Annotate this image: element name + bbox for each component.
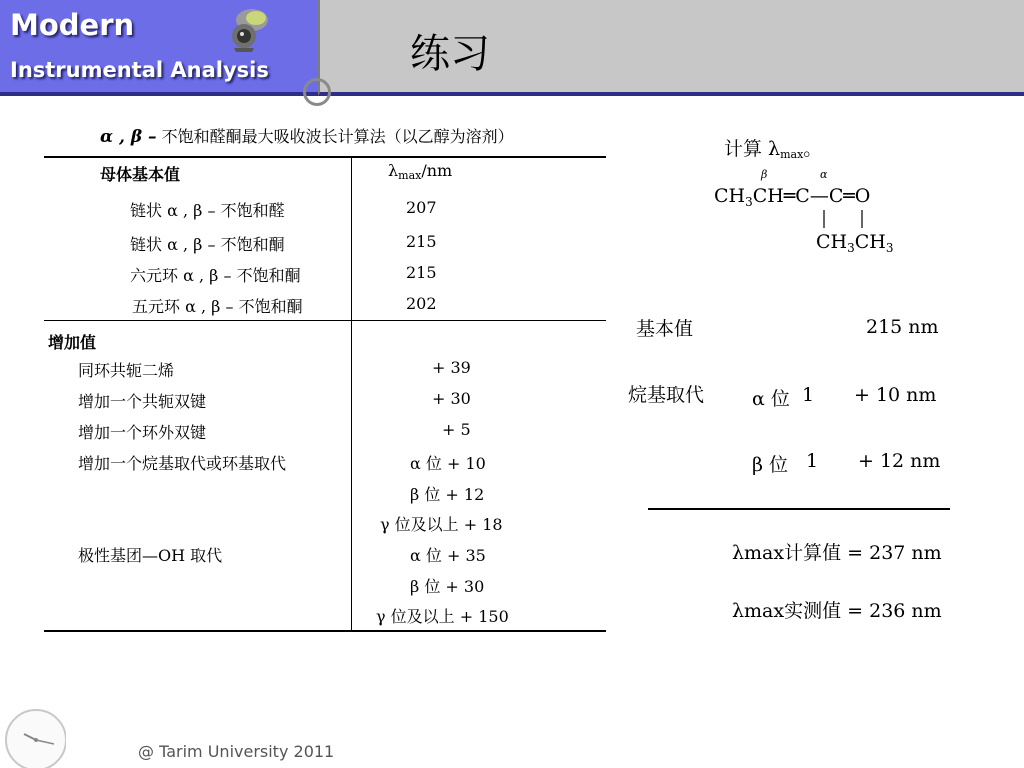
brand-banner xyxy=(0,0,318,96)
increment-value: γ 位及以上 + 150 xyxy=(376,607,509,626)
col-header-base: 母体基本值 xyxy=(100,165,181,184)
beta-mark: β xyxy=(761,168,768,181)
table-title-text: 不饱和醛酮最大吸收波长计算法（以乙醇为溶剂） xyxy=(161,127,514,146)
increment-label: 增加一个烷基取代或环基取代 xyxy=(78,454,287,473)
increment-value: β 位 + 12 xyxy=(410,485,485,504)
brand-subtitle: Instrumental Analysis xyxy=(10,58,269,82)
alpha-mark: α xyxy=(820,168,828,181)
increment-value: γ 位及以上 + 18 xyxy=(380,515,503,534)
brand-title: Modern xyxy=(10,8,135,42)
base-label: 六元环 α , β – 不饱和酮 xyxy=(130,266,301,285)
table-bottom-rule xyxy=(44,630,606,632)
alpha-position: α 位 xyxy=(752,388,790,410)
beta-count: 1 xyxy=(806,450,819,472)
molecule-structure xyxy=(714,166,944,258)
brand-logo-icon xyxy=(222,4,274,54)
increment-label: 同环共轭二烯 xyxy=(78,361,175,380)
substituents: $CH_3CH_3$ xyxy=(816,231,894,255)
base-value: 207 xyxy=(406,198,437,217)
table-title xyxy=(100,124,514,147)
table-column-divider xyxy=(351,158,352,630)
increment-value: + 30 xyxy=(432,389,471,408)
table-title-prefix: α , β – xyxy=(100,127,157,147)
base-label: 链状 α , β – 不饱和醛 xyxy=(130,201,285,220)
ring-ornament-icon xyxy=(303,78,331,106)
increment-value: + 39 xyxy=(432,358,471,377)
measured-result: λmax实测值 = 236 nm xyxy=(732,600,942,622)
base-value: 215 xyxy=(406,232,437,251)
increment-label: 极性基团—OH 取代 xyxy=(78,546,223,565)
base-label: 链状 α , β – 不饱和酮 xyxy=(130,235,285,254)
calc-label: 计算 $\lambda_{max}$。 xyxy=(724,138,823,161)
table-top-rule xyxy=(44,156,606,158)
beta-position: β 位 xyxy=(752,454,789,476)
main-chain: $CH_3CH═C—C═O$ xyxy=(714,185,871,209)
increment-value: α 位 + 35 xyxy=(410,546,486,565)
beta-increment: + 12 nm xyxy=(858,450,941,472)
clock-icon xyxy=(2,704,66,768)
footer-text: @ Tarim University 2011 xyxy=(138,742,335,761)
increment-value: + 5 xyxy=(442,420,471,439)
calc-result: λmax计算值 = 237 nm xyxy=(732,542,942,564)
increment-value: β 位 + 30 xyxy=(410,577,485,596)
alkyl-label: 烷基取代 xyxy=(628,384,705,406)
slide-title: 练习 xyxy=(410,31,490,77)
base-label: 五元环 α , β – 不饱和酮 xyxy=(132,297,303,316)
increment-label: 增加一个环外双键 xyxy=(78,423,207,442)
col-header-lambda: $\lambda_{max}/nm$ xyxy=(388,161,453,182)
increment-value: α 位 + 10 xyxy=(410,454,486,473)
alpha-increment: + 10 nm xyxy=(854,384,937,406)
table-mid-rule xyxy=(44,320,606,321)
base-value: 202 xyxy=(406,294,437,313)
base-value: 215 nm xyxy=(866,316,939,338)
base-label: 基本值 xyxy=(636,318,694,340)
title-bar xyxy=(318,0,1024,96)
sum-rule xyxy=(648,508,950,510)
increment-header: 增加值 xyxy=(48,333,97,352)
alpha-count: 1 xyxy=(802,384,815,406)
base-value: 215 xyxy=(406,263,437,282)
increment-label: 增加一个共轭双键 xyxy=(78,392,207,411)
